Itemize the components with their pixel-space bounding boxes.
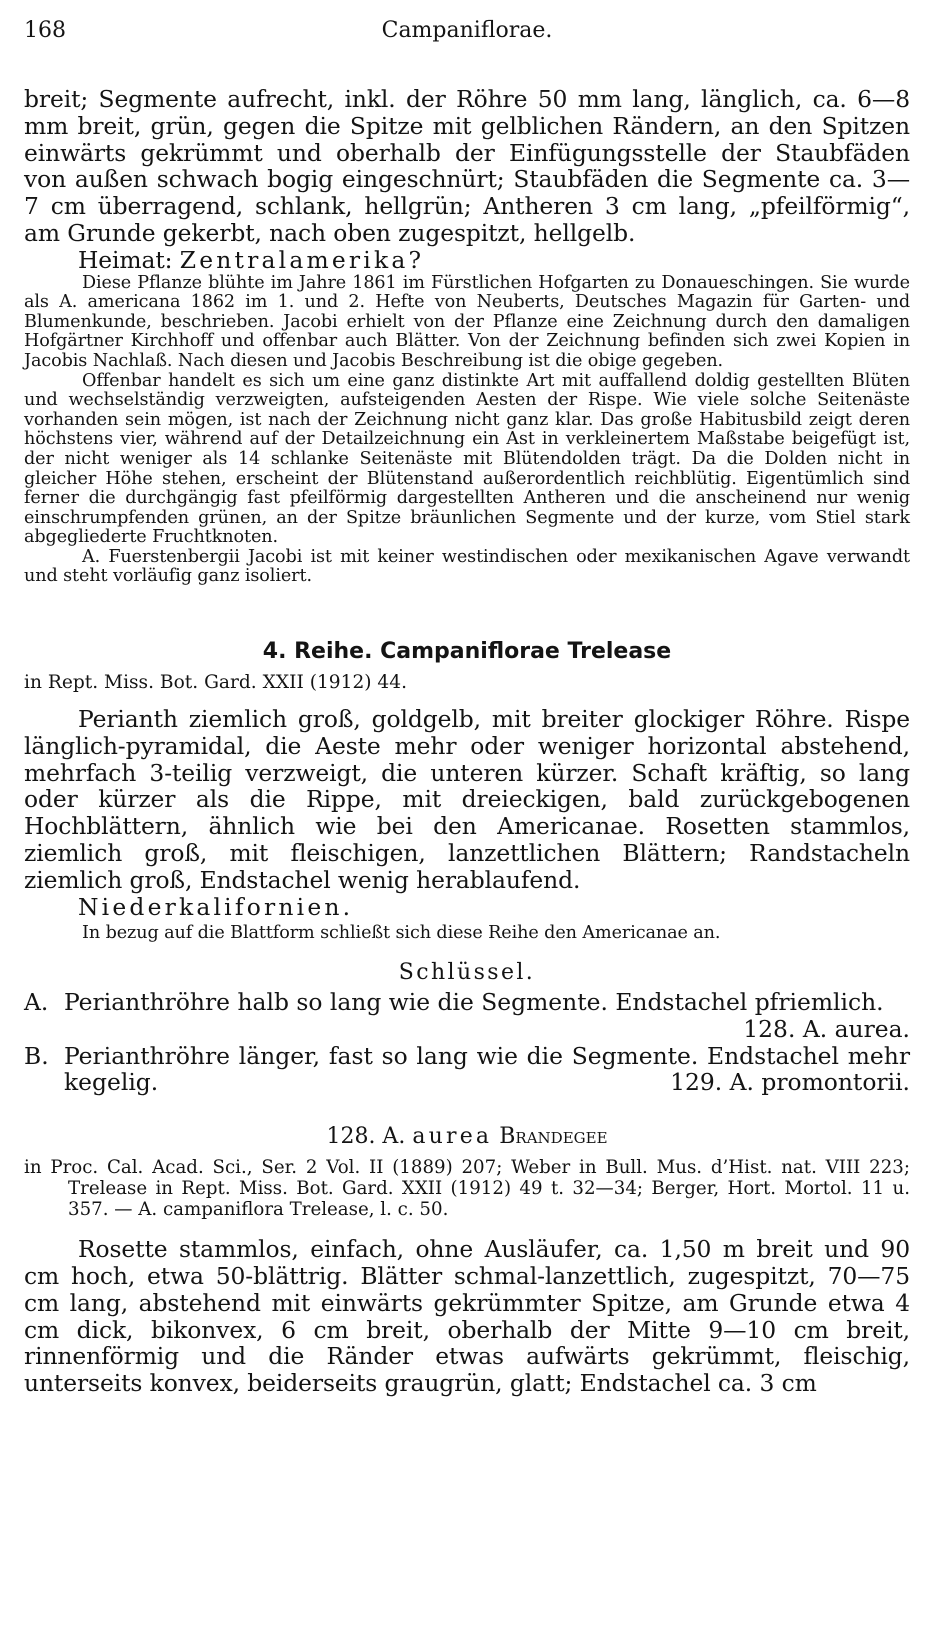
species-author: Brandegee (499, 1124, 608, 1150)
species-name: aurea (412, 1124, 493, 1150)
section-citation: in Rept. Miss. Bot. Gard. XXII (1912) 44. (24, 672, 408, 694)
note-paragraph: Offenbar handelt es sich um eine ganz distinkte Art mit auffallend doldig gestellten Blüten und wechselständig verzweigten, aufsteigenden Aesten der Rispe. Wie viele solche Seitenäste vorhanden sein mögen, ist nach der Zeichnung nicht ganz klar. Das große Habitusbild zeigt deren höchstens vier, während auf der Detailzeichnung ein Ast in verkleinertem Maßstabe beigefügt ist, der nicht weniger als 14 schlanke Seitenäste mit Blütendolden trägt. Da die Dolden nicht in gleicher Höhe stehen, erscheint der Blütenstand außerordentlich reichblütig. Eigentümlich sind ferner die durchgängig fast pfeilförmig dargestellten Antheren und die anscheinend nur wenig einschrumpfenden grünen, an der Spitze bräunlichen Segmente und der kurze, vom Stiel stark abgegliederte Fruchtknoten. (24, 370, 910, 548)
heimat-value: Zentralamerika? (179, 245, 425, 274)
note-paragraph: Diese Pflanze blühte im Jahre 1861 im Fürstlichen Hofgarten zu Donaueschingen. Sie wurde als A. americana 1862 im 1. und 2. Hefte von Neuberts, Deutsches Magazin für Garten- und Blumenkunde, beschrieben. Jacobi erhielt von der Pflanze eine Zeichnung durch den damaligen Hofgärtner Kirchhoff und offenbar auch Blätter. Von der Zeichnung befinden sich zwei Kopien in Jacobis Nachlaß. Nach diesen und Jacobis Beschreibung ist die obige gegeben. (24, 272, 910, 371)
key-item (24, 1043, 910, 1097)
key-text: Perianthröhre länger, fast so lang wie die Segmente. Endstachel mehr kegelig. (64, 1041, 910, 1097)
species-literature: in Proc. Cal. Acad. Sci., Ser. 2 Vol. II (1889) 207; Weber in Bull. Mus. d’Hist. nat. VIII 223; Trelease in Rept. Miss. Bot. Gard. XXII (1912) 49 t. 32—34; Berger, Hort. Mortol. 11 u. 357. — A. campaniflora Trelease, l. c. 50. (24, 1157, 910, 1221)
key-letter: A. (24, 988, 49, 1017)
species-title (24, 1124, 910, 1149)
section-region: Niederkalifornien. (78, 892, 354, 921)
note-paragraph: A. Fuerstenbergii Jacobi ist mit keiner westindischen oder mexikanischen Agave verwandt und steht vorläufig ganz isoliert. (24, 546, 910, 587)
key-text: Perianthröhre halb so lang wie die Segmente. Endstachel pfriemlich. (64, 988, 884, 1017)
species-number: 128. A. (326, 1124, 406, 1150)
key-title: Schlüssel. (398, 960, 536, 986)
key-reference: 128. A. aurea. (743, 1014, 910, 1043)
heimat-line (24, 247, 910, 274)
section-description: Perianth ziemlich groß, goldgelb, mit breiter glockiger Röhre. Rispe länglich-pyramidal, die Aeste mehr oder weniger horizontal abstehend, mehrfach 3-teilig verzweigt, die unteren kürzer. Schaft kräftig, so lang oder kürzer als die Rippe, mit dreieckigen, bald zurückgebogenen Hochblättern, ähnlich wie bei den Americanae. Rosetten stammlos, ziemlich groß, mit fleischigen, lanzettlichen Blättern; Randstacheln ziemlich groß, Endstachel wenig herablaufend. (24, 705, 910, 894)
key-list (24, 989, 910, 1096)
key-letter: B. (24, 1041, 49, 1070)
section-heading: 4. Reihe. Campaniflorae Trelease (262, 639, 672, 665)
running-head (24, 14, 910, 50)
section-note: In bezug auf die Blattform schließt sich diese Reihe den Americanae an. (82, 923, 721, 944)
running-title: Campaniflorae. (381, 18, 553, 43)
species-description: Rosette stammlos, einfach, ohne Ausläufer, ca. 1,50 m breit und 90 cm hoch, etwa 50-blättrig. Blätter schmal-lanzettlich, zugespitzt, 70—75 cm lang, abstehend mit einwärts gekrümmter Spitze, am Grunde etwa 4 cm dick, bikonvex, 6 cm breit, oberhalb der Mitte 9—10 cm breit, rinnenförmig und die Ränder etwas aufwärts gekrümmt, fleischig, unterseits konvex, beiderseits graugrün, glatt; Endstachel ca. 3 cm (24, 1235, 910, 1398)
key-reference: 129. A. promontorii. (670, 1068, 910, 1097)
page-number: 168 (24, 18, 66, 43)
key-item (24, 989, 910, 1043)
previous-species-description: breit; Segmente aufrecht, inkl. der Röhre 50 mm lang, länglich, ca. 6—8 mm breit, grün, gegen die Spitze mit gelblichen Rändern, an den Spitzen einwärts gekrümmt und oberhalb der Einfügungsstelle der Staubfäden von außen schwach bogig eingeschnürt; Staubfäden die Segmente ca. 3—7 cm überragend, schlank, hellgrün; Antheren 3 cm lang, „pfeilförmig“, am Grunde gekerbt, nach oben zugespitzt, hellgelb. (24, 85, 910, 247)
heimat-label: Heimat: (78, 245, 173, 274)
